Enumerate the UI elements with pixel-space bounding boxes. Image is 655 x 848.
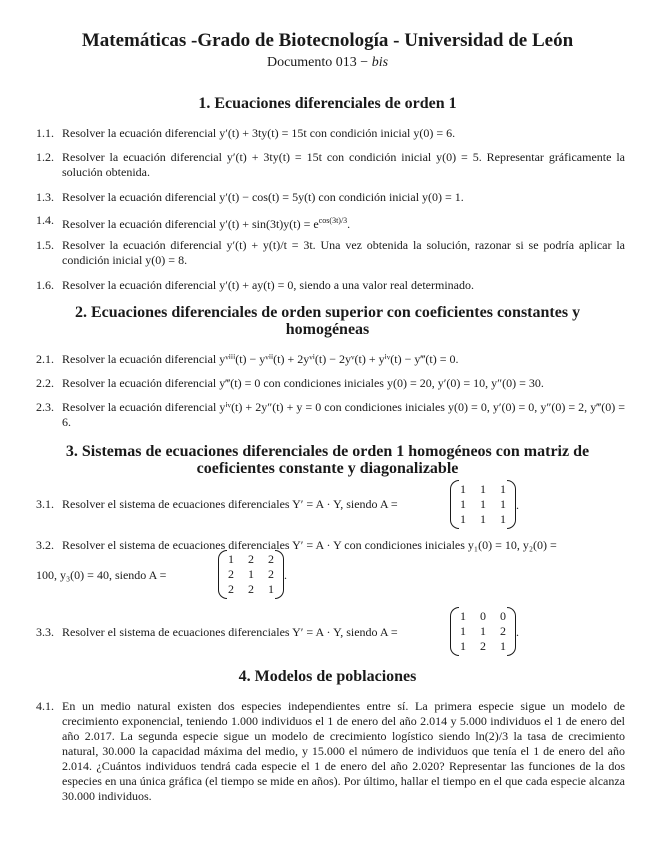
- section-2-heading: [40, 304, 615, 338]
- section-3-heading-line1: 3. Sistemas de ecuaciones diferenciales de orden 1 homogéneos con matriz de: [65, 443, 590, 460]
- matrix-cell: 2: [480, 639, 486, 653]
- document-title: Matemáticas -Grado de Biotecnología - Universidad de León: [81, 30, 574, 51]
- matrix-row: [459, 624, 507, 639]
- matrix-cell: 1: [500, 512, 506, 526]
- subtitle-italic: bis: [371, 55, 389, 70]
- section-3-heading-line2: coeficientes constante y diagonalizable: [196, 460, 459, 477]
- matrix-cell: 2: [228, 567, 234, 581]
- matrix-cell: 2: [268, 567, 274, 581]
- exercise-number: 2.3.: [36, 400, 54, 414]
- matrix-cell: 1: [480, 497, 486, 511]
- right-parenthesis: [507, 607, 516, 656]
- matrix-cell: 1: [460, 639, 466, 653]
- exercise-1-5: [36, 238, 625, 268]
- exercise-2-1: [36, 352, 625, 367]
- exercise-number: 1.5.: [36, 238, 54, 252]
- exercise-2-2: [36, 376, 625, 391]
- matrix-3-2: [218, 552, 287, 597]
- right-parenthesis: [507, 480, 516, 529]
- exercise-number: 1.2.: [36, 150, 54, 164]
- matrix-cell: 2: [228, 582, 234, 596]
- matrix-cell: 1: [500, 497, 506, 511]
- exercise-number: 1.6.: [36, 278, 54, 292]
- exercise-number: 1.3.: [36, 190, 54, 204]
- exercise-text-end: .: [347, 217, 351, 231]
- matrix-row: [459, 497, 507, 512]
- right-parenthesis: [275, 550, 284, 599]
- matrix: [218, 552, 284, 597]
- matrix-cell: 1: [460, 497, 466, 511]
- matrix-cell: 1: [500, 482, 506, 496]
- exercise-number: 3.3.: [36, 625, 54, 639]
- subtitle-main: Documento 013 −: [266, 55, 369, 70]
- exercise-1-6: [36, 278, 625, 293]
- exercise-text: Resolver el sistema de ecuaciones diferenciales Y′ = A · Y con condiciones iniciales y₁(0) = 10, y₂(0) =: [62, 538, 557, 552]
- exercise-number: 3.1.: [36, 497, 54, 511]
- matrix-cell: 1: [480, 512, 486, 526]
- exercise-text: Resolver la ecuación diferencial y′(t) + y(t)/t = 3t. Una vez obtenida la solución, razonar si se podría aplicar la condición inicial y(0) = 8.: [62, 238, 625, 267]
- left-parenthesis: [218, 550, 227, 599]
- section-2-heading-line1: 2. Ecuaciones diferenciales de orden superior con coeficientes constantes y: [74, 304, 581, 321]
- exercise-1-3: [36, 190, 625, 205]
- left-parenthesis: [450, 607, 459, 656]
- matrix-row: [459, 639, 507, 654]
- exercise-3-2: [36, 538, 625, 553]
- exercise-number: 1.4.: [36, 213, 54, 227]
- matrix-cell: 1: [480, 482, 486, 496]
- matrix: [450, 482, 516, 527]
- matrix-row: [227, 582, 275, 597]
- matrix-cell: 1: [228, 552, 234, 566]
- exercise-text: En un medio natural existen dos especies independientes entre sí. La primera especie sigue un modelo de crecimiento exponencial, teniendo 1.000 individuos el 1 de enero del año 2.014 y 5.000 individuos el 1 de enero del año 2.017. La segunda especie sigue un modelo de crecimiento logístico siendo ln(2)/3 la tasa de crecimiento natural, 30.000 la capacidad máxima del medio, y 15.000 el número de individuos que tenía el 1 de enero del año 2.014. ¿Cuántos individuos tendrá cada especie el 1 de enero del año 2.020? Representar las funciones de la dos especies en una única gráfica (el tiempo se mide en años). Por último, hallar el tiempo en el que cada especie alcanza 30.000 individuos.: [62, 699, 625, 803]
- matrix-cell: 1: [460, 609, 466, 623]
- exercise-4-1: [36, 699, 625, 804]
- matrix-period: .: [284, 568, 287, 582]
- exercise-text: 100, y₃(0) = 40, siendo A =: [36, 568, 167, 582]
- matrix-row: [227, 567, 275, 582]
- matrix-cell: 2: [268, 552, 274, 566]
- matrix-cell: 2: [248, 552, 254, 566]
- matrix-cell: 2: [248, 582, 254, 596]
- exercise-1-4: [36, 213, 625, 232]
- matrix-cell: 0: [480, 609, 486, 623]
- section-4-heading: 4. Modelos de poblaciones: [238, 668, 417, 685]
- matrix-row: [459, 482, 507, 497]
- exercise-text: Resolver la ecuación diferencial y′(t) − cos(t) = 5y(t) con condición inicial y(0) = 1.: [62, 190, 464, 204]
- exercise-number: 1.1.: [36, 126, 54, 140]
- matrix-row: [459, 609, 507, 624]
- matrix-3-1: [450, 482, 519, 527]
- exercise-number: 4.1.: [36, 699, 54, 713]
- exercise-text: Resolver el sistema de ecuaciones diferenciales Y′ = A · Y, siendo A =: [62, 497, 398, 511]
- exercise-text: Resolver el sistema de ecuaciones diferenciales Y′ = A · Y, siendo A =: [62, 625, 398, 639]
- matrix-row: [459, 512, 507, 527]
- exercise-text-main: Resolver la ecuación diferencial y′(t) + sin(3t)y(t) = e: [62, 217, 319, 231]
- exercise-text: Resolver la ecuación diferencial y′(t) + 3ty(t) = 15t con condición inicial y(0) = 5. Representar gráficamente la solución obtenida.: [62, 150, 625, 179]
- matrix-cell: 1: [500, 639, 506, 653]
- matrix-cell: 1: [268, 582, 274, 596]
- exponent: cos(3t)/3: [318, 216, 348, 225]
- matrix-cell: 1: [480, 624, 486, 638]
- exercise-text: Resolver la ecuación diferencial yᵛⁱⁱⁱ(t) − yᵛⁱⁱ(t) + 2yᵛⁱ(t) − 2yᵛ(t) + yⁱᵛ(t) − y‴(t) = 0.: [62, 352, 459, 366]
- exercise-text: Resolver la ecuación diferencial yⁱᵛ(t) + 2y″(t) + y = 0 con condiciones iniciales y(0) = 0, y′(0) = 0, y″(0) = 2, y‴(0) = 6.: [62, 400, 625, 429]
- exercise-text: Resolver la ecuación diferencial y‴(t) = 0 con condiciones iniciales y(0) = 20, y′(0) = 10, y″(0) = 30.: [62, 376, 544, 390]
- exercise-text: Resolver la ecuación diferencial y′(t) + ay(t) = 0, siendo a una valor real determinado.: [62, 278, 474, 292]
- exercise-number: 2.2.: [36, 376, 54, 390]
- section-1-heading: 1. Ecuaciones diferenciales de orden 1: [198, 95, 457, 112]
- matrix-cell: 1: [460, 482, 466, 496]
- matrix-period: .: [516, 498, 519, 512]
- matrix-cell: 0: [500, 609, 506, 623]
- exercise-2-3: [36, 400, 625, 430]
- exercise-text: [62, 213, 625, 232]
- matrix-cell: 1: [248, 567, 254, 581]
- exercise-number: 3.2.: [36, 538, 54, 552]
- document-subtitle: [0, 55, 655, 71]
- matrix-cell: 2: [500, 624, 506, 638]
- exercise-1-1: [36, 126, 625, 141]
- exercise-3-2-continuation: [36, 568, 236, 583]
- matrix-3-3: [450, 609, 519, 654]
- section-2-heading-line2: homogéneas: [285, 321, 370, 338]
- exercise-1-2: [36, 150, 625, 180]
- exercise-3-1: [36, 497, 625, 512]
- exercise-number: 2.1.: [36, 352, 54, 366]
- matrix: [450, 609, 516, 654]
- matrix-cell: 1: [460, 624, 466, 638]
- exercise-3-3: [36, 625, 625, 640]
- exercise-text: Resolver la ecuación diferencial y′(t) + 3ty(t) = 15t con condición inicial y(0) = 6.: [62, 126, 456, 140]
- section-3-heading: [40, 443, 615, 477]
- matrix-cell: 1: [460, 512, 466, 526]
- matrix-row: [227, 552, 275, 567]
- left-parenthesis: [450, 480, 459, 529]
- matrix-period: .: [516, 625, 519, 639]
